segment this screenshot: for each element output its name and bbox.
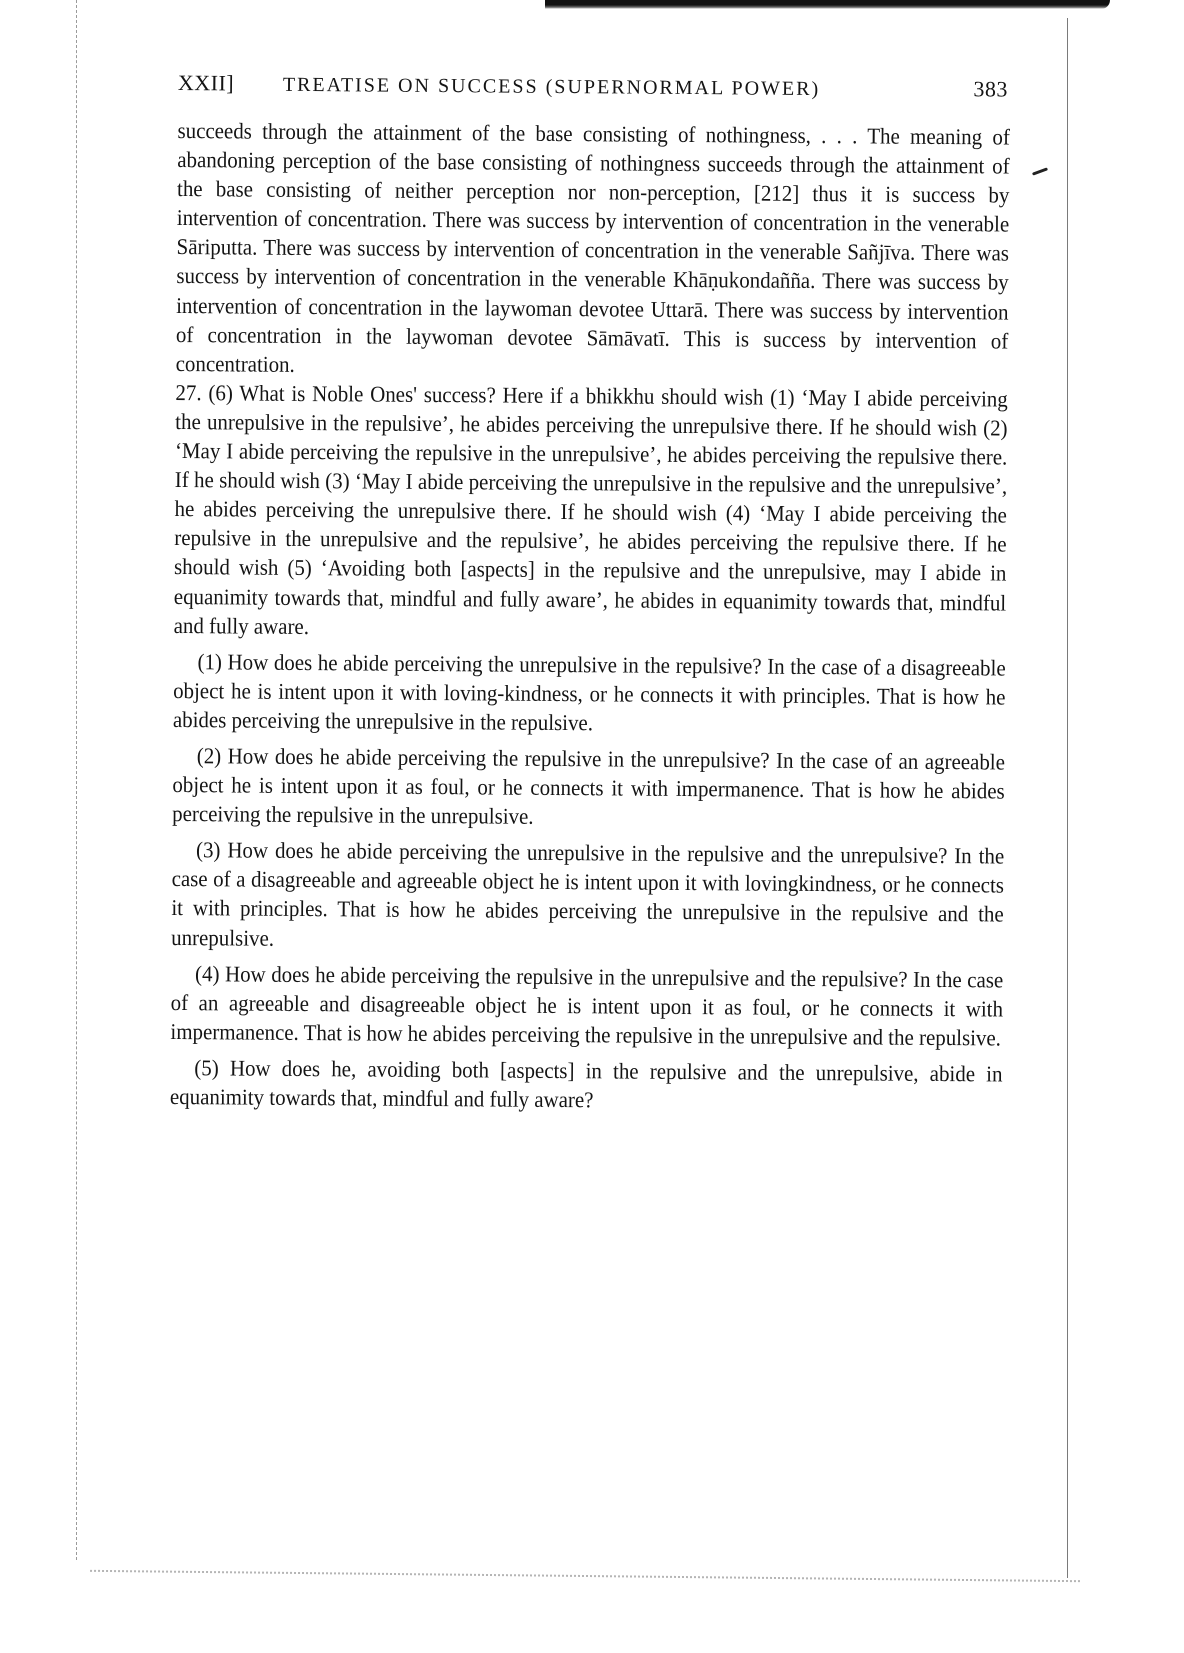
body-text bbox=[170, 116, 1010, 1118]
paragraph-item-1: (1) How does he abide perceiving the unrepulsive in the repulsive? In the case of a disagreeable object he is intent upon it with loving-kindness, or he connects it with principles. That is how he abides perceiving the unrepulsive in the repulsive. bbox=[172, 648, 1006, 736]
margin-pen-mark bbox=[1032, 167, 1048, 175]
paragraph-continuation: succeeds through the attainment of the base consisting of nothingness, . . . The meaning of abandoning perception of the base consisting of nothingness succeeds through the attainment of the base consisting of neither perception nor non-perception, [212] thus it is success by intervention of concentration. There was success by intervention of concentration in the venerable Sāriputta. There was success by intervention of concentration in the venerable Sañjīva. There was success by intervention of concentration in the venerable Khāṇukondañña. There was success by intervention of concentration in the laywoman devotee Uttarā. There was success by intervention of concentration in the laywoman devotee Sāmāvatī. This is success by intervention of concentration. bbox=[175, 117, 1010, 377]
paragraph-item-4: (4) How does he abide perceiving the repulsive in the unrepulsive and the repulsive? In the case of an agreeable and disagreeable object he is intent upon it as foul, or he connects it with impermanence. That is how he abides perceiving the repulsive in the unrepulsive and the repulsive. bbox=[170, 960, 1004, 1051]
paragraph-section-27: 27. (6) What is Noble Ones' success? Here if a bhikkhu should wish (1) ‘May I abide perceiving the unrepulsive in the repulsive’, he abides perceiving the unrepulsive there. If he should wish (2) ‘May I abide perceiving the repulsive in the unrepulsive’, he abides perceiving the repulsive there. If he should wish (3) ‘May I abide perceiving the unrepulsive in the repulsive and the unrepulsive’, he abides perceiving the unrepulsive there. If he should wish (4) ‘May I abide perceiving the repulsive in the unrepulsive and the repulsive’, he abides perceiving the repulsive there. If he should wish (5) ‘Avoiding both [aspects] in the repulsive and the unrepulsive, may I abide in equanimity towards that, mindful and fully aware’, he abides in equanimity towards that, mindful and fully aware. bbox=[173, 379, 1008, 639]
page-number: 383 bbox=[973, 76, 1008, 102]
running-head bbox=[178, 70, 1008, 117]
paragraph-item-5: (5) How does he, avoiding both [aspects] in the repulsive and the unrepulsive, abide in equanimity towards that, mindful and fully aware? bbox=[169, 1055, 1003, 1113]
paragraph-item-3: (3) How does he abide perceiving the unrepulsive in the repulsive and the unrepulsive? In the case of a disagreeable and agreeable object he is intent upon it with lovingkindness, or he connects it with principles. That is how he abides perceiving the unrepulsive in the repulsive and the unrepulsive. bbox=[171, 837, 1005, 951]
running-head-title: TREATISE ON SUCCESS (SUPERNORMAL POWER) bbox=[282, 73, 821, 101]
scan-right-edge bbox=[1067, 18, 1069, 1578]
scan-bottom-edge bbox=[90, 1570, 1080, 1584]
paragraph-item-2: (2) How does he abide perceiving the repulsive in the unrepulsive? In the case of an agreeable object he is intent upon it as foul, or he connects it with impermanence. That is how he abides perceiving the repulsive in the unrepulsive. bbox=[172, 743, 1006, 829]
chapter-number: XXII] bbox=[177, 70, 235, 96]
scan-top-shadow bbox=[545, 0, 1110, 9]
scan-left-edge bbox=[76, 0, 78, 1560]
book-page bbox=[170, 70, 1008, 1118]
